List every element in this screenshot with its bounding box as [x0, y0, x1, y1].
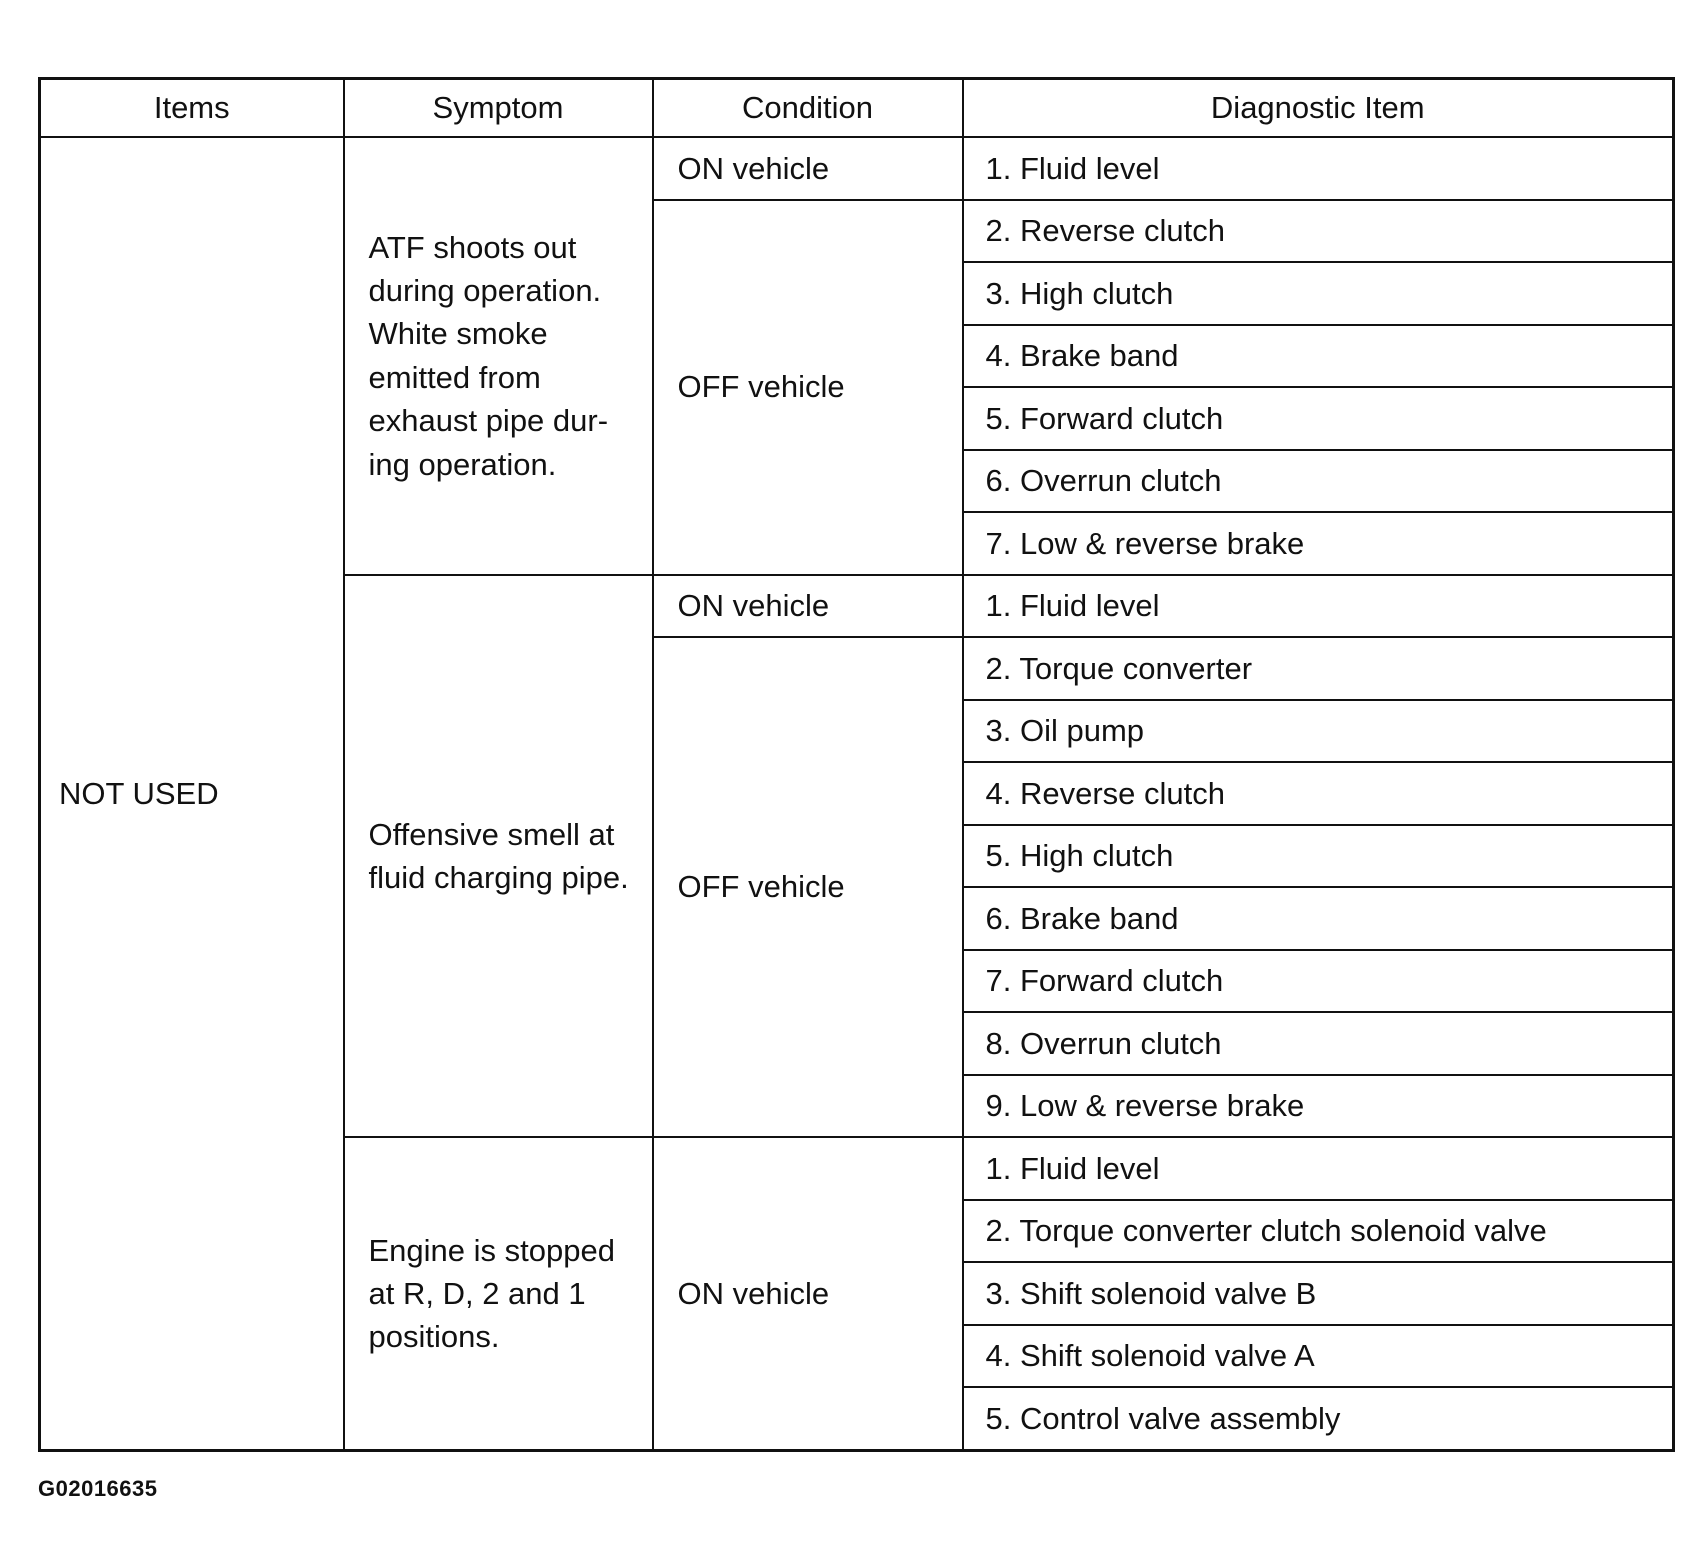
diagnostic-item-cell: 4. Reverse clutch — [963, 762, 1674, 825]
condition-cell: ON vehicle — [653, 575, 963, 638]
diagnostic-item-cell: 2. Reverse clutch — [963, 200, 1674, 263]
diagnostic-item-cell: 5. Forward clutch — [963, 387, 1674, 450]
diagnostic-item-cell: 4. Brake band — [963, 325, 1674, 388]
table-row — [40, 137, 1674, 200]
condition-cell: OFF vehicle — [653, 637, 963, 1137]
diagnostic-table — [38, 77, 1675, 1452]
symptom-cell: ATF shoots out during operation. White smoke emitted from exhaust pipe dur-ing operation. — [344, 137, 653, 575]
table-header — [40, 79, 1674, 138]
diagnostic-item-cell: 5. Control valve assembly — [963, 1387, 1674, 1450]
figure-id: G02016635 — [38, 1476, 158, 1501]
diagnostic-item-cell: 5. High clutch — [963, 825, 1674, 888]
diagnostic-item-cell: 2. Torque converter — [963, 637, 1674, 700]
header-condition: Condition — [653, 79, 963, 138]
condition-cell: ON vehicle — [653, 137, 963, 200]
diagnostic-item-cell: 8. Overrun clutch — [963, 1012, 1674, 1075]
diagnostic-item-cell: 2. Torque converter clutch solenoid valve — [963, 1200, 1674, 1263]
diagnostic-item-cell: 7. Forward clutch — [963, 950, 1674, 1013]
diagnostic-item-cell: 3. Shift solenoid valve B — [963, 1262, 1674, 1325]
diagnostic-item-cell: 6. Overrun clutch — [963, 450, 1674, 513]
diagnostic-item-cell: 1. Fluid level — [963, 1137, 1674, 1200]
header-symptom: Symptom — [344, 79, 653, 138]
diagnostic-item-cell: 3. High clutch — [963, 262, 1674, 325]
symptom-cell: Engine is stopped at R, D, 2 and 1 positions. — [344, 1137, 653, 1450]
diagnostic-item-cell: 1. Fluid level — [963, 575, 1674, 638]
items-cell: NOT USED — [40, 137, 344, 1451]
diagnostic-item-cell: 9. Low & reverse brake — [963, 1075, 1674, 1138]
condition-cell: ON vehicle — [653, 1137, 963, 1450]
header-items: Items — [40, 79, 344, 138]
header-diagnostic-item: Diagnostic Item — [963, 79, 1674, 138]
diagnostic-item-cell: 1. Fluid level — [963, 137, 1674, 200]
header-row — [40, 79, 1674, 138]
diagnostic-item-cell: 7. Low & reverse brake — [963, 512, 1674, 575]
diagnostic-item-cell: 3. Oil pump — [963, 700, 1674, 763]
table-body — [40, 137, 1674, 1451]
diagnostic-item-cell: 6. Brake band — [963, 887, 1674, 950]
condition-cell: OFF vehicle — [653, 200, 963, 575]
diagnostic-item-cell: 4. Shift solenoid valve A — [963, 1325, 1674, 1388]
symptom-cell: Offensive smell at fluid charging pipe. — [344, 575, 653, 1138]
